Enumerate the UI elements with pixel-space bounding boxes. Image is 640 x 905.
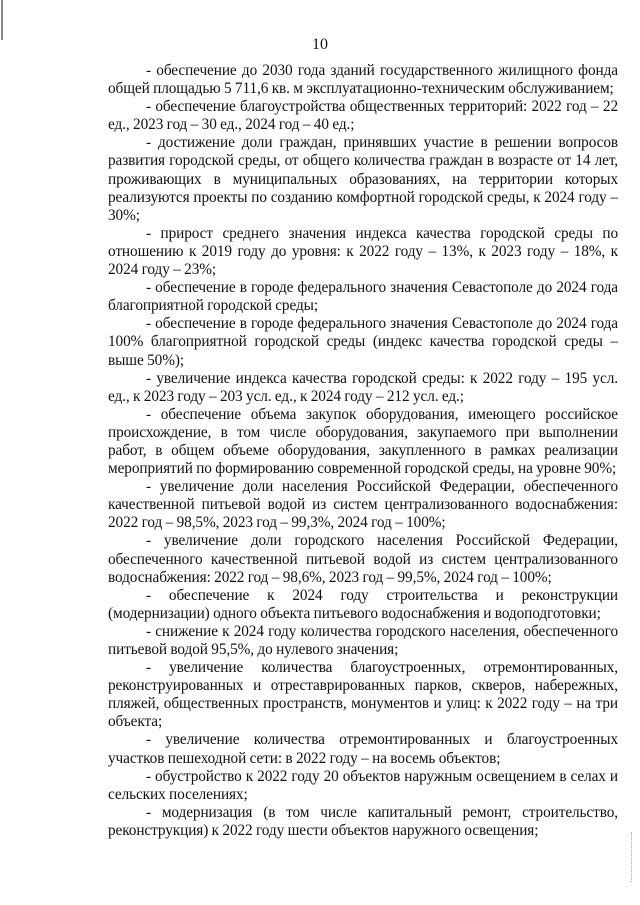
list-item: - обеспечение в городе федерального значения Севастополе до 2024 года благоприятной городской среды;: [108, 279, 618, 315]
list-item: - обеспечение к 2024 году строительства и реконструкции (модернизации) одного объекта питьевого водоснабжения и водоподготовки;: [108, 586, 618, 622]
list-item: - обеспечение в городе федерального значения Севастополе до 2024 года 100% благоприятной городской среды (индекс качества городской среды – выше 50%);: [108, 315, 618, 369]
page-number: 10: [312, 36, 328, 53]
document-body: [108, 62, 618, 840]
list-item: - обеспечение объема закупок оборудования, имеющего российское происхождение, в том числе оборудования, закупаемого при выполнении работ, в общем объеме оборудования, закупленного в рамках реализации мероприятий по формированию современной городской среды, на уровне 90%;: [108, 405, 618, 478]
list-item: - обустройство к 2022 году 20 объектов наружным освещением в селах и сельских поселениях;: [108, 767, 618, 803]
list-item: - обеспечение благоустройства общественных территорий: 2022 год – 22 ед., 2023 год – 30 ед., 2024 год – 40 ед.;: [108, 98, 618, 134]
scan-edge-mark: [1, 0, 3, 40]
list-item: - обеспечение до 2030 года зданий государственного жилищного фонда общей площадью 5 711,6 кв. м эксплуатационно-техническим обслуживанием;: [108, 62, 618, 98]
list-item: - достижение доли граждан, принявших участие в решении вопросов развития городской среды, от общего количества граждан в возрасте от 14 лет, проживающих в муниципальных образованиях, на территории которых реализуются проекты по созданию комфортной городской среды, к 2024 году – 30%;: [108, 134, 618, 224]
list-item: - модернизация (в том числе капитальный ремонт, строительство, реконструкция) к 2022 году шести объектов наружного освещения;: [108, 803, 618, 839]
list-item: - увеличение доли городского населения Российской Федерации, обеспеченного качественной питьевой водой из систем централизованного водоснабжения: 2022 год – 98,6%, 2023 год – 99,5%, 2024 год – 100%;: [108, 532, 618, 586]
list-item: - увеличение доли населения Российской Федерации, обеспеченного качественной питьевой водой из систем централизованного водоснабжения: 2022 год – 98,5%, 2023 год – 99,3%, 2024 год – 100%;: [108, 478, 618, 532]
list-item: - увеличение количества отремонтированных и благоустроенных участков пешеходной сети: в 2022 году – на восемь объектов;: [108, 731, 618, 767]
list-item: - прирост среднего значения индекса качества городской среды по отношению к 2019 году до уровня: к 2022 году – 13%, к 2023 году – 18%, к 2024 году – 23%;: [108, 224, 618, 279]
list-item: - увеличение индекса качества городской среды: к 2022 году – 195 усл. ед., к 2023 году – 203 усл. ед., к 2024 году – 212 усл. ед.;: [108, 369, 618, 405]
list-item: - увеличение количества благоустроенных, отремонтированных, реконструированных и отреставрированных парков, скверов, набережных, пляжей, общественных пространств, монументов и улиц: к 2022 году – на три объекта;: [108, 659, 618, 731]
list-item: - снижение к 2024 году количества городского населения, обеспеченного питьевой водой 95,5%, до нулевого значения;: [108, 622, 618, 658]
scan-edge-mark-right: [631, 832, 636, 882]
